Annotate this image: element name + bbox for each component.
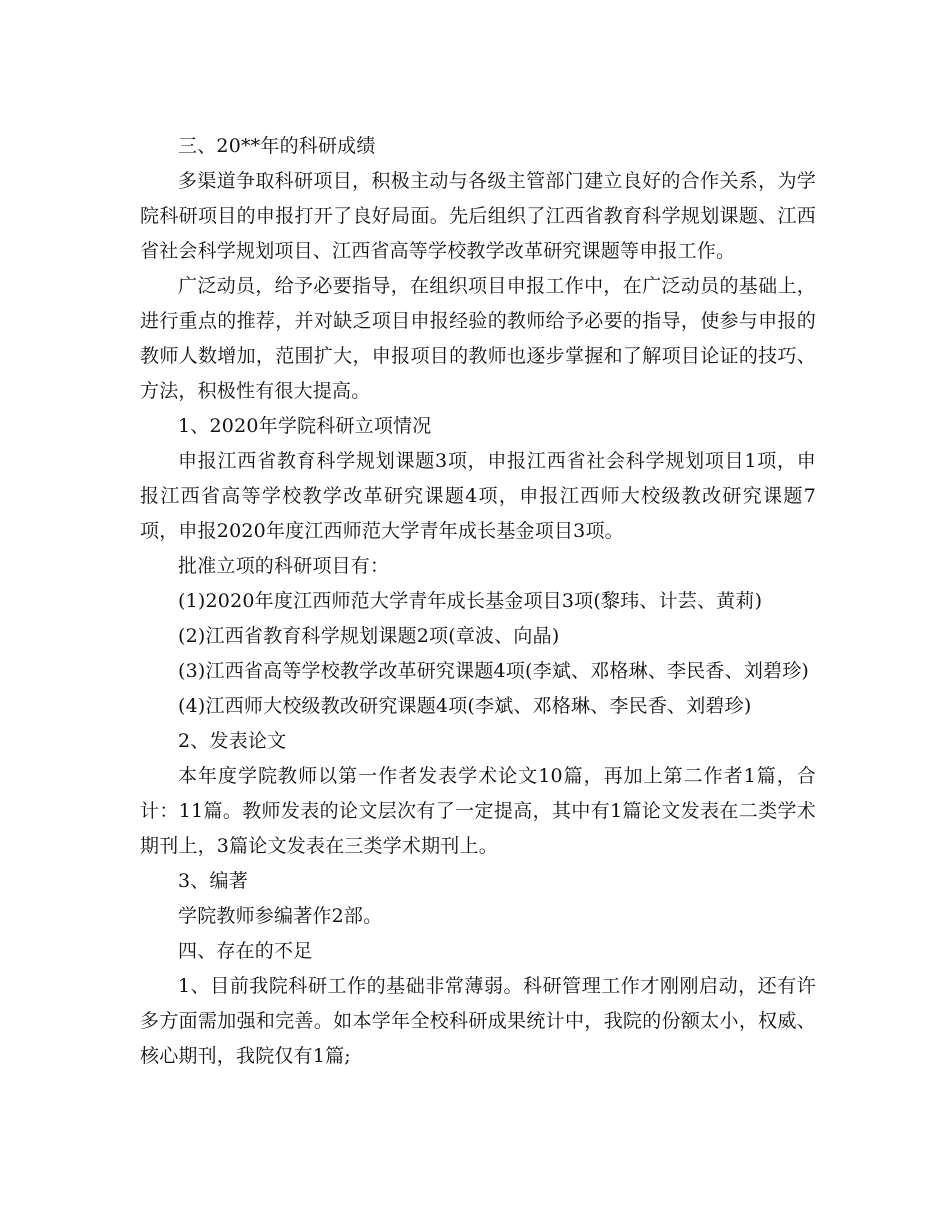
list-item-approved-2: (2)江西省教育科学规划课题2项(章波、向晶) (178, 625, 560, 647)
paragraph-shortcoming-1: 1、目前我院科研工作的基础非常薄弱。科研管理工作才刚刚启动，还有许多方面需加强和完善。如本学年全校科研成果统计中，我院的份额太小，权威、核心期刊，我院仅有1篇; (140, 975, 816, 1067)
list-item-approved-3: (3)江西省高等学校教学改革研究课题4项(李斌、邓格琳、李民香、刘碧珍) (178, 660, 810, 682)
document-body (140, 129, 816, 1074)
paragraph-approved-intro: 批准立项的科研项目有： (178, 555, 390, 577)
subheading-books: 3、编著 (178, 870, 248, 892)
list-item-approved-4: (4)江西师大校级教改研究课题4项(李斌、邓格琳、李民香、刘碧珍) (178, 695, 752, 717)
paragraph-books: 学院教师参编著作2部。 (178, 905, 383, 927)
paragraph-mobilization: 广泛动员，给予必要指导，在组织项目申报工作中，在广泛动员的基础上，进行重点的推荐，并对缺乏项目申报经验的教师给予必要的指导，使参与申报的教师人数增加，范围扩大，申报项目的教师也逐步掌握和了解项目论证的技巧、方法，积极性有很大提高。 (140, 275, 816, 402)
section-heading-shortcomings: 四、存在的不足 (178, 940, 313, 962)
subheading-projects-2020: 1、2020年学院科研立项情况 (178, 415, 432, 437)
paragraph-project-counts: 申报江西省教育科学规划课题3项，申报江西省社会科学规划项目1项，申报江西省高等学校教学改革研究课题4项，申报江西师大校级教改研究课题7项，申报2020年度江西师范大学青年成长基金项目3项。 (140, 450, 816, 542)
paragraph-project-application: 多渠道争取科研项目，积极主动与各级主管部门建立良好的合作关系，为学院科研项目的申报打开了良好局面。先后组织了江西省教育科学规划课题、江西省社会科学规划项目、江西省高等学校教学改革研究课题等申报工作。 (140, 170, 816, 262)
list-item-approved-1: (1)2020年度江西师范大学青年成长基金项目3项(黎玮、计芸、黄莉) (178, 590, 763, 612)
paragraph-papers: 本年度学院教师以第一作者发表学术论文10篇，再加上第二作者1篇，合计：11篇。教师发表的论文层次有了一定提高，其中有1篇论文发表在二类学术期刊上，3篇论文发表在三类学术期刊上。 (140, 765, 816, 857)
section-heading-achievements: 三、20**年的科研成绩 (178, 135, 376, 157)
subheading-papers: 2、发表论文 (178, 730, 287, 752)
